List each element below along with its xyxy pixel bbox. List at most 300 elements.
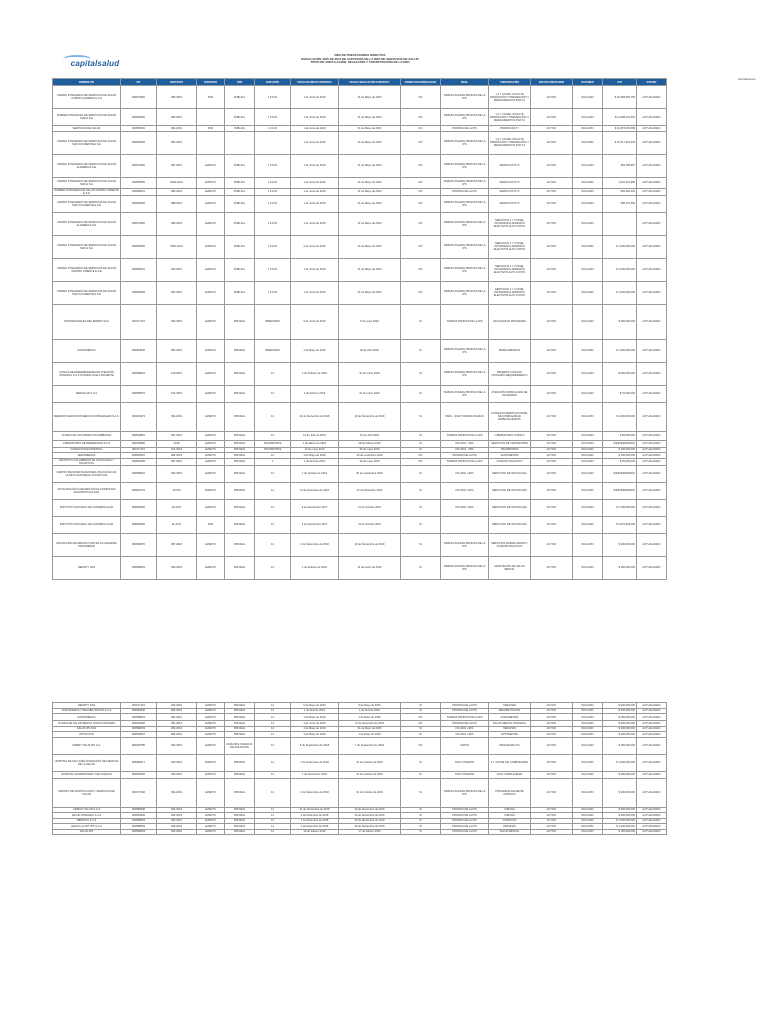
table-cell: SI (401, 440, 441, 447)
table-cell: SI (401, 304, 441, 339)
table-cell: PRIVADA (225, 708, 255, 714)
table-cell: PRIVADA (225, 533, 255, 556)
table-cell: 093-2019 (157, 737, 197, 754)
table-cell: EVENTO (197, 533, 225, 556)
table-cell: 31 de Octubre de 2019 (339, 778, 401, 807)
table-cell: 12 (255, 516, 291, 533)
table-cell: 830500846 (121, 339, 157, 362)
table-cell: ACTIVO (531, 447, 573, 453)
table-cell: CLINICA DE ENFERMEDADES DE ATENCIÓN INTEGRAL S.A.S (PULMOLOGÍA A PACIENTE (53, 362, 121, 385)
table-row (53, 714, 667, 721)
table-cell: NO (401, 154, 441, 177)
table-cell: SI (401, 754, 441, 771)
table-cell: 1 de Noviembre de 2018 (291, 533, 339, 556)
table-cell: ACTUALIZADO (637, 195, 667, 212)
table-cell: PÚBLICA (225, 109, 255, 126)
table-cell: ACTIVO (531, 235, 573, 258)
table-cell: TRANSPORTE (255, 440, 291, 447)
table-cell: 1 de Junio de 2019 (291, 258, 339, 281)
table-cell: $ 600,000,000 (603, 807, 637, 813)
table-cell: 093-2019 (157, 402, 197, 431)
table-cell: ACTIVO (531, 778, 573, 807)
table-cell: 081-2019 (157, 126, 197, 132)
table-cell: 900177115 (121, 703, 157, 709)
table-cell: INCLUIDO (573, 771, 603, 778)
table-cell: 1 de Junio de 2019 (291, 188, 339, 195)
table-cell: PROPIAS DE LA IPS (441, 807, 489, 813)
table-cell: $ 200,000,000 (603, 732, 637, 738)
table-cell: 31 de Mayo de 2020 (339, 109, 401, 126)
title-line-3: TIPOS DE VINCULACIÓN, SELECCIÓN Y CONTRATACIÓN DE LA RED (310, 60, 410, 65)
table-cell: 12 (255, 829, 291, 835)
table-cell: ALTA COMPLEJIDAD (489, 771, 531, 778)
table-cell: 1 1% ID (255, 126, 291, 132)
table-cell: TRANSPORTE (255, 447, 291, 453)
table-cell: 1 de Noviembre de 2018 (291, 754, 339, 771)
table-cell: $ 150,000,000 (603, 453, 637, 459)
table-cell: 31 de Octubre 2019 (339, 516, 401, 533)
table-cell: TARIFAS PLENAS PROPIAS DE LA IPS (441, 131, 489, 154)
table-cell: 20 de Noviembre de 2019 (339, 402, 401, 431)
column-header: CONTRATO (197, 79, 225, 86)
table-cell: ACTUALIZADO (637, 431, 667, 440)
table-cell: DURANTE VIGENCIA DE AFILIACIÓN (225, 737, 255, 754)
table-cell: 12 (255, 499, 291, 516)
column-header: DUCUMEN (573, 79, 603, 86)
table-cell: 830500846 (121, 813, 157, 819)
column-header: CONTRATO (157, 79, 197, 86)
table-cell: SI (401, 431, 441, 440)
table-cell: EVENTO (197, 431, 225, 440)
table-cell: INCLUIDO (573, 703, 603, 709)
table-cell: 12 (255, 453, 291, 459)
table-row (53, 212, 667, 235)
table-cell: PRIVADA (225, 385, 255, 402)
table-cell: EVENTO (197, 339, 225, 362)
table-cell: 1 de Febrero 2019 (291, 385, 339, 402)
table-cell: 1 de Junio de 2019 (291, 131, 339, 154)
table-cell: 836,296,363 (603, 188, 637, 195)
table-cell: CAMINO INTEGRADO DE SERVICIOS DE SALUD SUR E.S.E (53, 235, 121, 258)
table-cell: $ 300,000,000 (603, 708, 637, 714)
table-cell: PRIVADA (225, 824, 255, 830)
table-cell: 088-2019 (157, 195, 197, 212)
table-cell: OPTOMETRÍA (489, 732, 531, 738)
table-cell: SALUD IPS SAS (53, 726, 121, 732)
table-cell: ACTUALIZADO (637, 235, 667, 258)
table-cell: 12 (255, 556, 291, 579)
table-cell: PRIVADA (225, 754, 255, 771)
table-cell: ACTUALIZADO (637, 304, 667, 339)
table-cell: INDEFINIDO (255, 304, 291, 339)
table-cell: INCLUIDO (573, 721, 603, 727)
table-cell: EVENTO (197, 556, 225, 579)
table-cell: EVENTO (197, 807, 225, 813)
table-cell: INCLUIDO (573, 212, 603, 235)
table-cell: SERVICIOS 1 Y 2 NIVEL INTRAMURAL ADMISIÓN ELECTIVOS ALTO COSTO (489, 235, 531, 258)
table-cell: 1 de Diciembre de 2018 (291, 818, 339, 824)
column-header: NIT (121, 79, 157, 86)
table-cell: ACTUALIZADO (637, 708, 667, 714)
table-cell: ACTUALIZADO (637, 458, 667, 465)
table-cell: 099-2019 (157, 556, 197, 579)
table-cell: CAMINO INTEGRADO DE SERVICIOS DE SALUD SUR E.S.E (53, 177, 121, 188)
table-cell: PROPIAS DE LA IPS (441, 813, 489, 819)
table-cell: INCLUIDO (573, 754, 603, 771)
table-cell: LABORATORIO CLÍNICO (489, 431, 531, 440)
table-cell: ACTIVO (531, 499, 573, 516)
table-row (53, 304, 667, 339)
table-cell: PRIVADA (225, 771, 255, 778)
table-cell: ACTIVO (531, 281, 573, 304)
table-row (53, 556, 667, 579)
table-cell: 12 (255, 807, 291, 813)
table-cell: 089-2019 (157, 212, 197, 235)
table-cell: 12 (255, 482, 291, 499)
table-cell: 21-2017 (157, 516, 197, 533)
table-cell: 830500847 (121, 453, 157, 459)
table-cell: EVENTO (197, 447, 225, 453)
table-cell: NO (401, 281, 441, 304)
table-row (53, 778, 667, 807)
table-row (53, 533, 667, 556)
table-cell: 1 de Marzo de 2018 (291, 440, 339, 447)
table-cell: EVENTO (197, 824, 225, 830)
table-cell: OPTICA IPS (53, 732, 121, 738)
table-cell: PÚBLICA (225, 212, 255, 235)
table-cell: EVENTO (197, 829, 225, 835)
table-cell: 082-2019 (157, 721, 197, 727)
table-cell: PRIVADA (225, 813, 255, 819)
table-cell: 1,097,144,358 (603, 177, 637, 188)
side-note: Actualización (738, 77, 756, 81)
table-cell: 30 de Noviembre de 2019 (339, 533, 401, 556)
table-cell: SI (401, 385, 441, 402)
column-header: VLR (603, 79, 637, 86)
table-cell: 899999092 (121, 516, 157, 533)
table-cell: INDETERMINADO (603, 482, 637, 499)
table-cell: ACTUALIZADO (637, 86, 667, 109)
table-cell: ACTUALIZADO (637, 402, 667, 431)
table-cell: ACTUALIZADO (637, 188, 667, 195)
table-cell: 1 de Junio de 2019 (291, 212, 339, 235)
table-cell: PRIVADA (225, 703, 255, 709)
table-cell: ACTIVO (531, 258, 573, 281)
table-cell: 30 de septiembre 2020 (339, 465, 401, 482)
table-cell: $ 300,000,000 (603, 533, 637, 556)
table-cell: 900959068 (121, 131, 157, 154)
table-cell: 0052-2019 (157, 235, 197, 258)
table-cell: FISIOTERAPIA Y REHABILITACIÓN S.A.S (53, 708, 121, 714)
table-cell: EVENTO (197, 754, 225, 771)
table-cell: 104-2019 (157, 447, 197, 453)
column-header: DURACIÓN (255, 79, 291, 86)
table-cell: $ 300,000,000 (603, 771, 637, 778)
table-cell: SI (401, 516, 441, 533)
table-cell: ACTUALIZADO (637, 465, 667, 482)
table-cell: 100-2019 (157, 362, 197, 385)
table-cell: TARIFAS PLENAS PROPIAS DE LA IPS (441, 235, 489, 258)
table-cell: EVENTO (197, 385, 225, 402)
table-cell: $ 4,076,904,000 (603, 516, 637, 533)
table-cell: EVENTO (197, 499, 225, 516)
table-cell: NO (401, 86, 441, 109)
table-cell: INCLUIDO (573, 304, 603, 339)
table-cell: PRIVADA (225, 556, 255, 579)
table-cell: $ 1,000,000,000 (603, 818, 637, 824)
table-row (53, 829, 667, 835)
table-cell: $ 1,080,000,000 (603, 339, 637, 362)
table-cell: 1,2 Y 3 NIVEL INCLUYE PROMOCIÓN Y PREVENCIÓN Y MEDICAMENTOS PGP 12 (489, 86, 531, 109)
table-cell: 900959068 (121, 281, 157, 304)
table-cell: ACTIVO (531, 708, 573, 714)
table-cell: INCLUIDO (573, 737, 603, 754)
table-row (53, 86, 667, 109)
table-cell: FUNDACIÓN ECOPETROL (53, 447, 121, 453)
table-cell: SERVICIOS 1 Y 2 NIVEL INTRAMURAL ADMISIÓN ELECTIVOS ALTO COSTO (489, 281, 531, 304)
table-row (53, 771, 667, 778)
table-cell: 1 1% ID (255, 188, 291, 195)
table-cell: 092-2019 (157, 778, 197, 807)
table-cell: 830500847 (121, 732, 157, 738)
table-cell: INSTITUTO NACIONAL DE CANCEROLOGÍA (53, 516, 121, 533)
table-cell (225, 131, 255, 154)
table-cell: 0036-2019 (157, 177, 197, 188)
table-cell: 900598063 (121, 726, 157, 732)
table-cell: SERVICIOS DOMICILIARIOS Y CUIDADO PALIATIVO (489, 533, 531, 556)
table-cell: 860008970 (121, 533, 157, 556)
table-cell: 083-2019 (157, 726, 197, 732)
table-cell: 31 de Octubre 2019 (339, 499, 401, 516)
table-cell: ACTIVO (531, 482, 573, 499)
table-cell: 30 de Abril 2020 (339, 339, 401, 362)
table-cell: 087-2018 (157, 533, 197, 556)
table-cell: EVENTO (197, 778, 225, 807)
table-row (53, 362, 667, 385)
table-cell: ACTIVO (531, 154, 573, 177)
table-cell: PRIVADA (225, 440, 255, 447)
table-cell: 1 de Mayo de 2019 (291, 339, 339, 362)
table-cell: REHABILITACIÓN (489, 708, 531, 714)
table-cell: ISS 2001 +30% (441, 465, 489, 482)
column-header: FORMA PAGO/MODALIDAD (401, 79, 441, 86)
table-cell: NO (401, 188, 441, 195)
table-cell: 830518882 (121, 440, 157, 447)
table-cell: INCLUIDO (573, 458, 603, 465)
table-cell: CAMINO INTEGRADO DE SERVICIOS DE SALUD ALAMEDA E.S.E (53, 154, 121, 177)
table-cell: CAMINO INTEGRADO DE SERVICIOS DE SALUD SUR OCCIDENTE E.S.E (53, 131, 121, 154)
table-cell: PÚBLICA (225, 154, 255, 177)
table-cell: ACTUALIZADO (637, 714, 667, 721)
table-cell: 20 de Noviembre de 2019 (339, 807, 401, 813)
table-cell: TARIFAS PLENAS PROPIAS DE LA IPS (441, 533, 489, 556)
table-cell: HOSPITAL UNIVERSITARIO SAN IGNACIO (53, 771, 121, 778)
table-cell: SERVICIOS DE SALUD (53, 126, 121, 132)
table-cell: 900177046 (121, 778, 157, 807)
column-header: FECHA FINALIZACIÓN CONTRATO (339, 79, 401, 86)
table-cell: ACTUALIZADO (637, 131, 667, 154)
table-cell: 1 de Mayo de 2019 (291, 726, 339, 732)
table-cell: 12 (255, 721, 291, 727)
table-cell: 899999017 (121, 754, 157, 771)
table-cell: 083-2019 (157, 131, 197, 154)
table-cell: 097-2019 (157, 431, 197, 440)
table-cell: 12 (255, 754, 291, 771)
table-cell: PÚBLICA (225, 195, 255, 212)
table-cell: 900177115 (121, 447, 157, 453)
table-cell: 1 de Noviembre de 2018 (291, 778, 339, 807)
table-row (53, 235, 667, 258)
table-cell: INCLUIDO (573, 131, 603, 154)
column-header: ESTADO (637, 79, 667, 86)
table-cell: 1 1% ID (255, 212, 291, 235)
title-line-2: RESOLUCIÓN 4505 DE 2012 DE AUDITORÍA DE LA RED DE SERVICIOS DE SALUD (301, 56, 419, 61)
table-cell: CAMINO INTEGRADO DE SERVICIOS DE SALUD ALAMEDA E.S.E (53, 212, 121, 235)
table-cell: $ 1,000,000,000 (603, 235, 637, 258)
table-cell: SALUD MENTAL INTEGRAL (489, 721, 531, 727)
table-cell: PROMOCIÓN Y (489, 126, 531, 132)
table-cell: 31 de Mayo de 2020 (339, 188, 401, 195)
table-cell: PUBLICA (225, 86, 255, 109)
table-cell: SI (401, 482, 441, 499)
table-cell: 31 de Mayo de 2020 (339, 258, 401, 281)
table-cell: 12 (255, 714, 291, 721)
table-cell: 1 de Junio de 2019 (291, 109, 339, 126)
providers-table-bottom (52, 702, 667, 835)
table-cell: ACTUALIZADO (637, 533, 667, 556)
table-cell: ACTUALIZADO (637, 281, 667, 304)
table-cell: ACTIVO (531, 86, 573, 109)
table-cell: ACTUALIZADO (637, 339, 667, 362)
table-cell: ACTUALIZADO (637, 818, 667, 824)
table-cell: 8 de Septiembre de 2018 (291, 737, 339, 754)
table-cell: ACTIVO (531, 771, 573, 778)
table-cell: $ 20,000,000 (603, 458, 637, 465)
table-cell: ACTUALIZADO (637, 732, 667, 738)
table-cell: EVENTO (197, 195, 225, 212)
table-cell: 1 de Mayo de 2019 (291, 732, 339, 738)
table-cell: 1 1% ID (255, 154, 291, 177)
table-cell: SALUD INTEGRAL S.A.S (53, 813, 121, 819)
table-cell: SOAT VIGENTE (441, 771, 489, 778)
table-cell: SMLV - SOAT TARIFAS PLENAS (441, 402, 489, 431)
table-cell: MEDIKIDS SERVICIOS MÉDICOS INTEGRALES S.A.S (53, 402, 121, 431)
table-cell: EVENTO (197, 258, 225, 281)
table-cell: PRIVADA (225, 447, 255, 453)
table-cell: 900598098 (121, 807, 157, 813)
table-cell: SI (401, 824, 441, 830)
table-cell: TARIFAS PROPIAS DE LA IPS (441, 458, 489, 465)
column-header: ESTADO PRESTADOR (531, 79, 573, 86)
table-cell: INCLUIDO (573, 829, 603, 835)
table-cell: AUDIOMÉDICA (53, 339, 121, 362)
table-cell: PROPIAS DE LA IPS (441, 818, 489, 824)
table-cell: PÚBLICA (225, 177, 255, 188)
table-cell: NO (401, 131, 441, 154)
table-cell: PGP (197, 126, 225, 132)
table-cell: 20-2017 (157, 499, 197, 516)
table-cell: INCLUIDO (573, 447, 603, 453)
table-cell: 380,115,399 (603, 195, 637, 212)
table-cell: OFTALMOLÓGICA NEUROLÓGICA CONSULTAS DIAGNOSTICAS SAS (53, 482, 121, 499)
table-cell: ACTIVO (531, 440, 573, 447)
table-cell: EVENTO (197, 188, 225, 195)
table-cell: PRIVADA (225, 499, 255, 516)
table-cell: SI (401, 708, 441, 714)
table-cell: ACTUALIZADO (637, 453, 667, 459)
table-cell: 5 de Mayo de 2020 (339, 703, 401, 709)
table-cell: EVENTO (197, 708, 225, 714)
table-cell: ACTUALIZADO (637, 440, 667, 447)
table-cell: INCLUIDO (573, 818, 603, 824)
table-cell (255, 131, 291, 154)
table-cell: 1 1% ID (255, 258, 291, 281)
table-cell: INCLUIDO (573, 708, 603, 714)
table-cell: PÚBLICA (225, 258, 255, 281)
table-cell: 1 de Abril de 2020 (339, 708, 401, 714)
table-cell: 1 de Octubre de 2019 (291, 465, 339, 482)
table-cell: 31 de Mayo de 2020 (339, 281, 401, 304)
table-cell: ACTUALIZADO (637, 212, 667, 235)
table-cell: $ 300,000,000 (603, 813, 637, 819)
table-cell: 1 (255, 458, 291, 465)
table-cell: PROPIAS DE LA IPS (441, 703, 489, 709)
table-cell: 15 de Julio 2020 (339, 431, 401, 440)
table-cell: SERVICIOS DE ONCOLOGÍA (489, 482, 531, 499)
table-cell: 095-2019 (157, 818, 197, 824)
providers-table-top (52, 78, 667, 580)
table-cell: 093-2019 (157, 465, 197, 482)
table-cell: DENSITY SAS (53, 703, 121, 709)
table-cell: EVENTO (197, 304, 225, 339)
table-cell: ACTUALIZADO (637, 813, 667, 819)
table-header-row (53, 79, 667, 86)
table-cell: ACTUALIZADO (637, 385, 667, 402)
table-cell: ACTIVO (531, 556, 573, 579)
table-cell: PRIVADA (225, 304, 255, 339)
table-cell: 900073060 (121, 86, 157, 109)
table-cell: ACTIVO (531, 737, 573, 754)
table-cell: TARIFAS PLENAS PROPIAS DE LA IPS (441, 362, 489, 385)
table-cell: $ 1,000,000,000 (603, 258, 637, 281)
table-cell: PRIVADA (225, 714, 255, 721)
table-cell: INCLUIDO (573, 188, 603, 195)
table-cell: 1 de Noviembre 2018 (291, 771, 339, 778)
table-cell: TARIFAS PROPIAS DE LA IPS (441, 431, 489, 440)
company-logo (55, 52, 135, 74)
table-cell: NO (401, 458, 441, 465)
table-cell: 084-2019 (157, 732, 197, 738)
table-cell: 096-2019 (157, 824, 197, 830)
table-cell: ADAPTACIÓN DE SALUD MENTAL (489, 556, 531, 579)
table-cell: ACTUALIZADO (637, 824, 667, 830)
table-cell: SERVICIOS 1 Y 2 NIVEL INTRAMURAL ADMISIÓN ELECTIVOS ALTO COSTO (489, 258, 531, 281)
table-row (53, 188, 667, 195)
table-cell: ACTIVO (531, 824, 573, 830)
table-cell: 1 de Abril de 2019 (291, 458, 339, 465)
table-cell: ACTIVO (531, 703, 573, 709)
table-cell: PGP (197, 516, 225, 533)
table-cell: 31 de Mayo de 2020 (339, 235, 401, 258)
table-cell: TARIFAS PLENAS PROPIAS DE LA IPS (441, 778, 489, 807)
table-cell: $ 300,000,000 (603, 721, 637, 727)
table-cell: INCLUIDO (573, 453, 603, 459)
table-cell: AUDIOMETRÍA (489, 714, 531, 721)
table-cell: PRIVADA (225, 726, 255, 732)
table-cell (603, 212, 637, 235)
table-cell: SERVICIOS 1 Y 2 NIVEL INTRAMURAL ADMISIÓN ELECTIVOS ALTO COSTO (489, 212, 531, 235)
table-cell: $ 500,000,000 (603, 362, 637, 385)
